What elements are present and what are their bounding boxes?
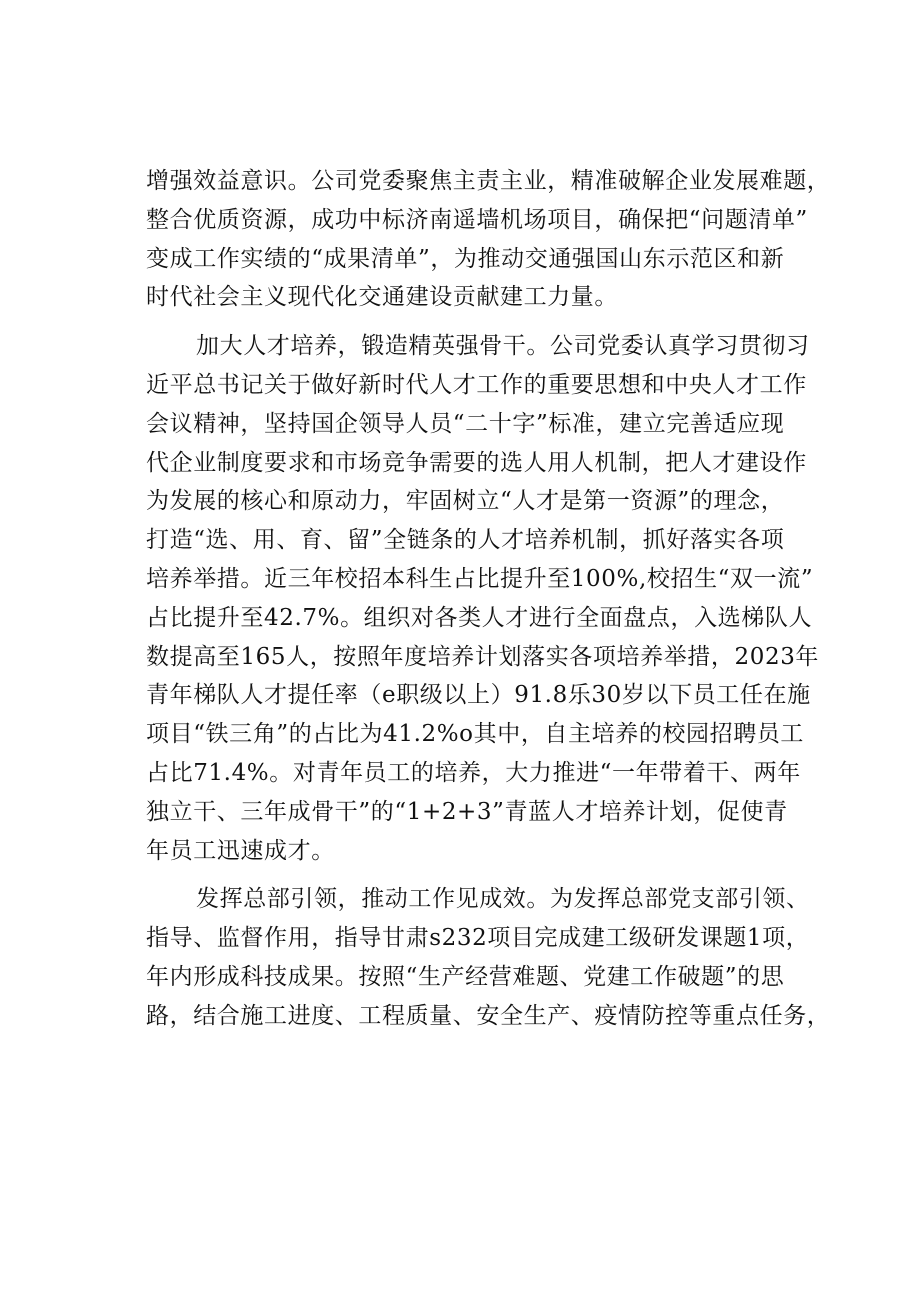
paragraph-line: 代企业制度要求和市场竞争需要的选人用人机制，把人才建设作 bbox=[146, 449, 807, 476]
paragraph-line: 年内形成科技成果。按照“生产经营难题、党建工作破题”的思 bbox=[146, 963, 785, 990]
paragraph-line: 数提高至165人，按照年度培养计划落实各项培养举措，2023年 bbox=[146, 643, 820, 670]
paragraph-3 bbox=[146, 880, 831, 1035]
paragraph-line: 近平总书记关于做好新时代人才工作的重要思想和中央人才工作 bbox=[146, 371, 807, 398]
paragraph-line: 时代社会主义现代化交通建设贡献建工力量。 bbox=[146, 284, 618, 311]
paragraph-line: 发挥总部引领，推动工作见成效。为发挥总部党支部引领、 bbox=[196, 886, 810, 913]
paragraph-line: 指导、监督作用，指导甘肃s232项目完成建工级研发课题1项， bbox=[146, 925, 810, 952]
paragraph-line: 占比提升至42.7%。组织对各类人才进行全面盘点，入选梯队人 bbox=[146, 604, 813, 631]
paragraph-line: 为发展的核心和原动力，牢固树立“人才是第一资源”的理念， bbox=[146, 488, 785, 515]
paragraph-line: 培养举措。近三年校招本科生占比提升至100%,校招生“双一流” bbox=[146, 565, 814, 592]
paragraph-1 bbox=[146, 162, 831, 317]
paragraph-line: 路，结合施工进度、工程质量、安全生产、疫情防控等重点任务， bbox=[146, 1002, 831, 1029]
paragraph-line: 年员工迅速成才。 bbox=[146, 837, 335, 864]
paragraph-line: 占比71.4%。对青年员工的培养，大力推进“一年带着干、两年 bbox=[146, 759, 801, 786]
paragraph-2 bbox=[146, 327, 826, 870]
paragraph-line: 整合优质资源，成功中标济南遥墙机场项目，确保把“问题清单” bbox=[146, 206, 808, 233]
paragraph-line: 青年梯队人才提任率（e职级以上）91.8乐30岁以下员工任在施 bbox=[146, 682, 811, 709]
paragraph-line: 会议精神，坚持国企领导人员“二十字”标准，建立完善适应现 bbox=[146, 410, 785, 437]
paragraph-line: 增强效益意识。公司党委聚焦主责主业，精准破解企业发展难题， bbox=[146, 168, 831, 194]
paragraph-line: 加大人才培养，锻造精英强骨干。公司党委认真学习贯彻习 bbox=[196, 333, 810, 360]
paragraph-line: 项目“铁三角”的占比为41.2%o其中，自主培养的校园招聘员工 bbox=[146, 721, 805, 748]
paragraph-line: 独立干、三年成骨干”的“1+2+3”青蓝人才培养计划，促使青 bbox=[146, 798, 788, 825]
paragraph-line: 打造“选、用、育、留”全链条的人才培养机制，抓好落实各项 bbox=[146, 527, 785, 554]
document-body bbox=[146, 162, 831, 1036]
paragraph-line: 变成工作实绩的“成果清单”，为推动交通强国山东示范区和新 bbox=[146, 245, 785, 272]
